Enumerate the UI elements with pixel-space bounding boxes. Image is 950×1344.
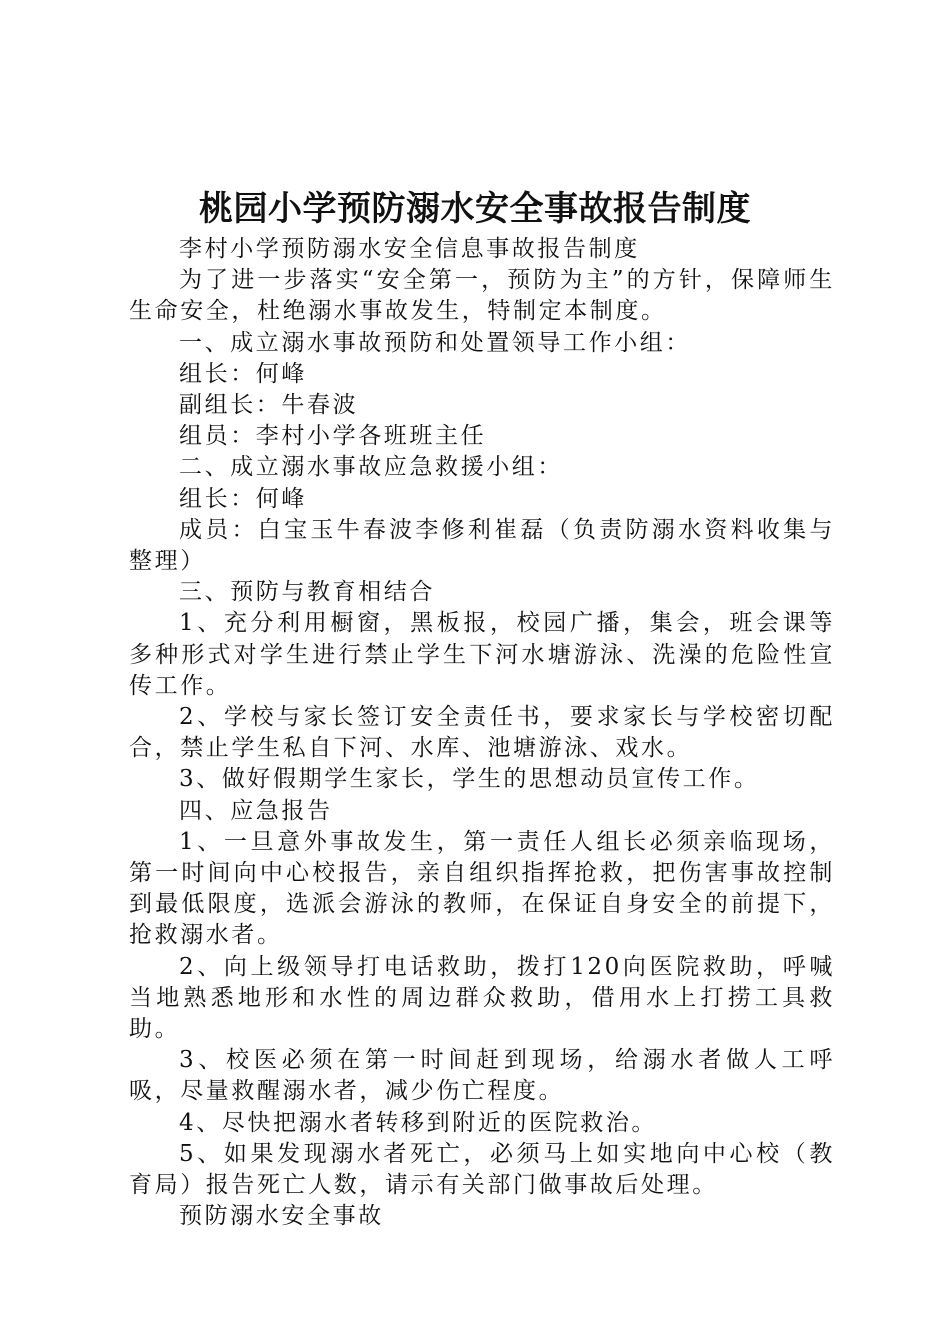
section-heading-4: 四、应急报告 bbox=[179, 797, 333, 824]
paragraph-prevention-2: 2、学校与家长签订安全责任书，要求家长与学校密切配合，禁止学生私自下河、水库、池塘游泳、戏水。 bbox=[129, 704, 835, 762]
paragraph-prevention-1: 1、充分利用橱窗，黑板报，校园广播，集会，班会课等多种形式对学生进行禁止学生下河水塘游泳、洗澡的危险性宣传工作。 bbox=[129, 610, 835, 699]
paragraph-emergency-4: 4、尽快把溺水者转移到附近的医院救治。 bbox=[179, 1109, 658, 1136]
paragraph-emergency-3: 3、校医必须在第一时间赶到现场，给溺水者做人工呼吸，尽量救醒溺水者，减少伤亡程度。 bbox=[129, 1047, 835, 1105]
paragraph-prevention-3: 3、做好假期学生家长，学生的思想动员宣传工作。 bbox=[179, 766, 760, 793]
document-title: 桃园小学预防溺水安全事故报告制度 bbox=[199, 189, 751, 229]
paragraph-emergency-2: 2、向上级领导打电话救助，拨打120向医院救助，呼喊当地熟悉地形和水性的周边群众救助，借用水上打捞工具救助。 bbox=[129, 953, 835, 1043]
section-heading-3: 三、预防与教育相结合 bbox=[179, 579, 435, 606]
paragraph-intro: 为了进一步落实“安全第一，预防为主”的方针，保障师生生命安全，杜绝溺水事故发生，特制定本制度。 bbox=[129, 267, 835, 325]
paragraph-closing: 预防溺水安全事故 bbox=[179, 1203, 384, 1230]
paragraph-rescue-leader: 组长：何峰 bbox=[179, 485, 307, 512]
paragraph-leader: 组长：何峰 bbox=[179, 360, 307, 387]
paragraph-emergency-5: 5、如果发现溺水者死亡，必须马上如实地向中心校（教育局）报告死亡人数，请示有关部门做事故后处理。 bbox=[129, 1140, 835, 1199]
document-body bbox=[129, 234, 835, 1233]
paragraph-rescue-members: 成员：白宝玉牛春波李修利崔磊（负责防溺水资料收集与整理） bbox=[129, 516, 835, 575]
paragraph-subtitle: 李村小学预防溺水安全信息事故报告制度 bbox=[179, 236, 640, 262]
section-heading-1: 一、成立溺水事故预防和处置领导工作小组： bbox=[179, 329, 691, 356]
paragraph-deputy-leader: 副组长：牛春波 bbox=[179, 392, 359, 419]
paragraph-emergency-1: 1、一旦意外事故发生，第一责任人组长必须亲临现场，第一时间向中心校报告，亲自组织指挥抢救，把伤害事故控制到最低限度，选派会游泳的教师，在保证自身安全的前提下，抢救溺水者。 bbox=[129, 828, 835, 949]
section-heading-2: 二、成立溺水事故应急救援小组： bbox=[179, 454, 563, 481]
paragraph-members: 组员：李村小学各班班主任 bbox=[179, 423, 487, 450]
